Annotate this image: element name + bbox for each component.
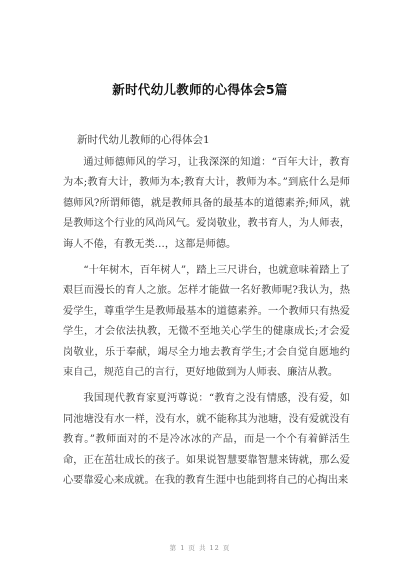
paragraph-1: 通过师德师风的学习，让我深深的知道：“百年大计，教育为本;教育大计，教师为本;教育大计，教师为本。”到底什么是师德师风?所谓师德，就是教师具备的最基本的道德素养;师风，就是教师这个行业的风尚风气。爱岗敬业，教书育人，为人师表，诲人不倦，有教无类…，这都是师德。 bbox=[63, 157, 350, 250]
document-title: 新时代幼儿教师的心得体会5篇 bbox=[112, 82, 288, 97]
paragraph-2: “十年树木，百年树人”，踏上三尺讲台，也就意味着踏上了艰巨而漫长的育人之旅。怎样才能做一名好教师呢?我认为，热爱学生，尊重学生是教师最基本的道德素养。一个教师只有热爱学生，才会依法执教，无微不至地关心学生的健康成长;才会爱岗敬业，乐于奉献，竭尽全力地去教育学生;才会自觉自愿地约束自己，规范自己的言行，更好地做到为人师表、廉洁从教。 bbox=[63, 265, 350, 379]
page-footer: 第 1 页 共 12 页 bbox=[169, 544, 231, 552]
document-body bbox=[63, 153, 350, 492]
section-subtitle: 新时代幼儿教师的心得体会1 bbox=[77, 134, 210, 146]
paragraph-3: 我国现代教育家夏沔尊说：“教育之没有情感，没有爱，如同池塘没有水一样，没有水，就不能称其为池塘，没有爱就没有教育。”教师面对的不是冷冰冰的产品，而是一个个有着鲜活生命，正在茁壮成长的孩子。如果说智慧要靠智慧来铸就，那么爱心要靠爱心来成就。在我的教育生涯中也能到将自己的心掏出来 bbox=[63, 393, 350, 487]
